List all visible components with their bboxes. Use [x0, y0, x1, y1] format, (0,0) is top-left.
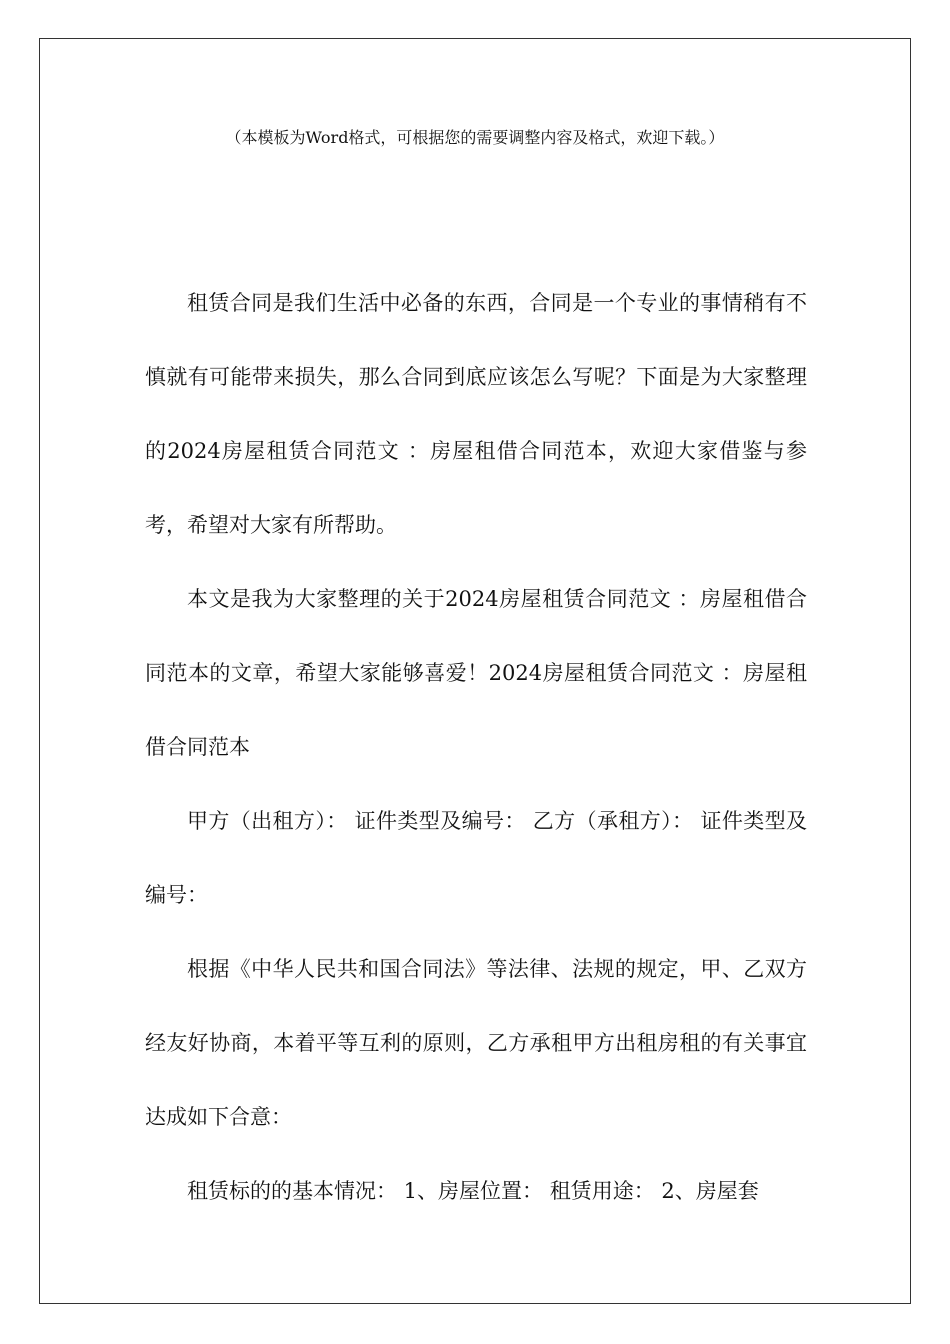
paragraph-legal-basis: 根据《中华人民共和国合同法》等法律、法规的规定，甲、乙双方经友好协商，本着平等互利的原则，乙方承租甲方出租房租的有关事宜达成如下合意：	[145, 957, 807, 1129]
paragraph-lease-subject: 租赁标的的基本情况： 1、房屋位置： 租赁用途： 2、房屋套	[187, 1179, 759, 1203]
paragraph-parties: 甲方（出租方）： 证件类型及编号： 乙方（承租方）： 证件类型及编号：	[145, 809, 807, 907]
paragraph-intro: 租赁合同是我们生活中必备的东西，合同是一个专业的事情稍有不慎就有可能带来损失，那么合同到底应该怎么写呢？下面是为大家整理的2024房屋租赁合同范文 ：房屋租借合同范本，欢迎大家借鉴与参考，希望对大家有所帮助。	[145, 291, 807, 537]
template-note: （本模板为Word格式，可根据您的需要调整内容及格式，欢迎下载。）	[225, 128, 725, 147]
paragraph-article-summary: 本文是我为大家整理的关于2024房屋租赁合同范文 ：房屋租借合同范本的文章，希望大家能够喜爱！2024房屋租赁合同范文 ：房屋租借合同范本	[145, 587, 807, 759]
document-body	[145, 266, 807, 1228]
